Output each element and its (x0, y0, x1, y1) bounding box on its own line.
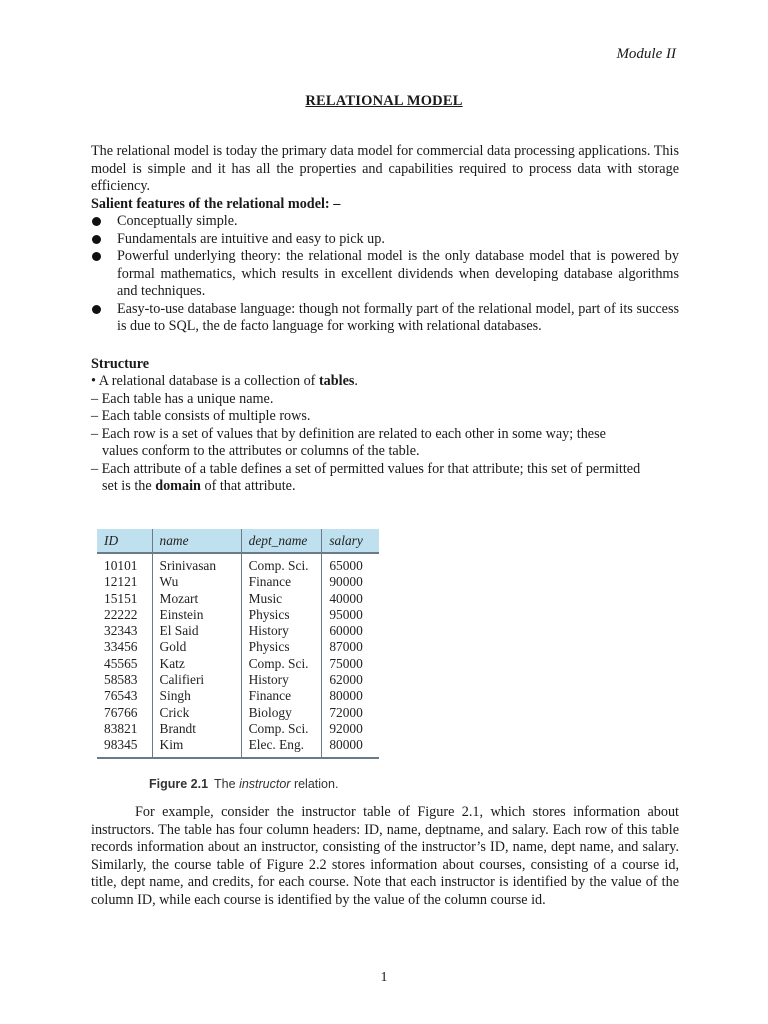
table-cell: Finance (241, 574, 322, 590)
table-cell: 65000 (322, 553, 379, 574)
table-cell: 80000 (322, 737, 379, 757)
table-cell: El Said (152, 623, 241, 639)
table-cell: 12121 (97, 574, 152, 590)
module-label: Module II (616, 46, 676, 62)
structure-line: – Each attribute of a table defines a set of permitted values for that attribute; this set of permitted (91, 460, 641, 477)
table-cell: Kim (152, 737, 241, 757)
structure-line: – Each table has a unique name. (91, 390, 274, 407)
table-row (97, 574, 379, 590)
column-header-dept-name: dept_name (241, 529, 322, 553)
list-item: Easy-to-use database language: though not formally part of the relational model, part of its success is due to SQL, the de facto language for working with relational databases. (91, 301, 679, 336)
bullet-icon (92, 252, 101, 261)
table-cell: Comp. Sci. (241, 656, 322, 672)
table-cell: 90000 (322, 574, 379, 590)
table-cell: Katz (152, 656, 241, 672)
table-header-row (97, 529, 379, 553)
table-cell: 83821 (97, 721, 152, 737)
table-cell: 40000 (322, 591, 379, 607)
example-paragraph: For example, consider the instructor table of Figure 2.1, which stores information about instructors. The table has four column headers: ID, name, deptname, and salary. Each row of this table records information about an instructor, consisting of the instructor’s ID, name, dept name, and salary. Similarly, the course table of Figure 2.2 stores information about courses, consisting of a course id, title, dept name, and credits, for each course. Note that each instructor is identified by the value of the column ID, while each course is identified by the value of the column course id. (91, 804, 679, 908)
table-cell: Finance (241, 688, 322, 704)
column-header-name: name (152, 529, 241, 553)
structure-line: values conform to the attributes or columns of the table. (102, 443, 420, 459)
structure-list (91, 373, 679, 496)
table-row (97, 737, 379, 757)
table-cell: 95000 (322, 607, 379, 623)
instructor-figure (97, 529, 379, 759)
page-title: RELATIONAL MODEL (305, 93, 463, 109)
column-header-id: ID (97, 529, 152, 553)
table-cell: 45565 (97, 656, 152, 672)
table-cell: Comp. Sci. (241, 553, 322, 574)
table-cell: 10101 (97, 553, 152, 574)
table-cell: Mozart (152, 591, 241, 607)
bullet-icon (92, 235, 101, 244)
table-cell: Wu (152, 574, 241, 590)
table-cell: Comp. Sci. (241, 721, 322, 737)
table-cell: 22222 (97, 607, 152, 623)
table-cell: Einstein (152, 607, 241, 623)
table-cell: Srinivasan (152, 553, 241, 574)
table-cell: 60000 (322, 623, 379, 639)
table-row (97, 656, 379, 672)
column-header-salary: salary (322, 529, 379, 553)
table-row (97, 591, 379, 607)
table-cell: Elec. Eng. (241, 737, 322, 757)
table-cell: 75000 (322, 656, 379, 672)
table-cell: Physics (241, 639, 322, 655)
list-item: Powerful underlying theory: the relational model is the only database model that is powered by formal mathematics, which results in excellent dividends when developing database algorithms and techniques. (91, 248, 679, 301)
table-cell: 32343 (97, 623, 152, 639)
bullet-icon (92, 305, 101, 314)
table-row (97, 607, 379, 623)
structure-line: – Each row is a set of values that by definition are related to each other in some way; these (91, 425, 606, 442)
table-cell: 98345 (97, 737, 152, 757)
features-list (91, 213, 679, 336)
structure-line: set is the domain of that attribute. (102, 478, 296, 494)
figure-caption: Figure 2.1 The instructor relation. (149, 777, 339, 791)
table-cell: Physics (241, 607, 322, 623)
list-item: Fundamentals are intuitive and easy to pick up. (91, 231, 679, 249)
table-cell: 33456 (97, 639, 152, 655)
table-cell: 76766 (97, 705, 152, 721)
table-body (97, 553, 379, 758)
table-row (97, 623, 379, 639)
features-heading: Salient features of the relational model: – (91, 196, 341, 212)
table-cell: Brandt (152, 721, 241, 737)
table-cell: History (241, 623, 322, 639)
table-cell: Music (241, 591, 322, 607)
table-cell: 62000 (322, 672, 379, 688)
list-item: Conceptually simple. (91, 213, 679, 231)
table-cell: 92000 (322, 721, 379, 737)
table-cell: Califieri (152, 672, 241, 688)
intro-paragraph: The relational model is today the primary data model for commercial data processing applications. This model is simple and it has all the properties and capabilities required to process data with storage efficiency. (91, 143, 679, 194)
table-cell: 58583 (97, 672, 152, 688)
structure-heading: Structure (91, 356, 150, 372)
page-number: 1 (380, 970, 388, 985)
table-row (97, 705, 379, 721)
table-cell: 87000 (322, 639, 379, 655)
table-row (97, 553, 379, 574)
table-row (97, 672, 379, 688)
table-cell: Singh (152, 688, 241, 704)
table-cell: 80000 (322, 688, 379, 704)
table-row (97, 721, 379, 737)
structure-line: • A relational database is a collection of tables. (91, 373, 358, 389)
table-cell: 72000 (322, 705, 379, 721)
table-row (97, 688, 379, 704)
table-cell: Biology (241, 705, 322, 721)
structure-line: – Each table consists of multiple rows. (91, 408, 311, 424)
table-cell: Crick (152, 705, 241, 721)
table-cell: History (241, 672, 322, 688)
instructor-table (97, 529, 379, 759)
table-cell: Gold (152, 639, 241, 655)
table-row (97, 639, 379, 655)
table-cell: 15151 (97, 591, 152, 607)
bullet-icon (92, 217, 101, 226)
table-cell: 76543 (97, 688, 152, 704)
